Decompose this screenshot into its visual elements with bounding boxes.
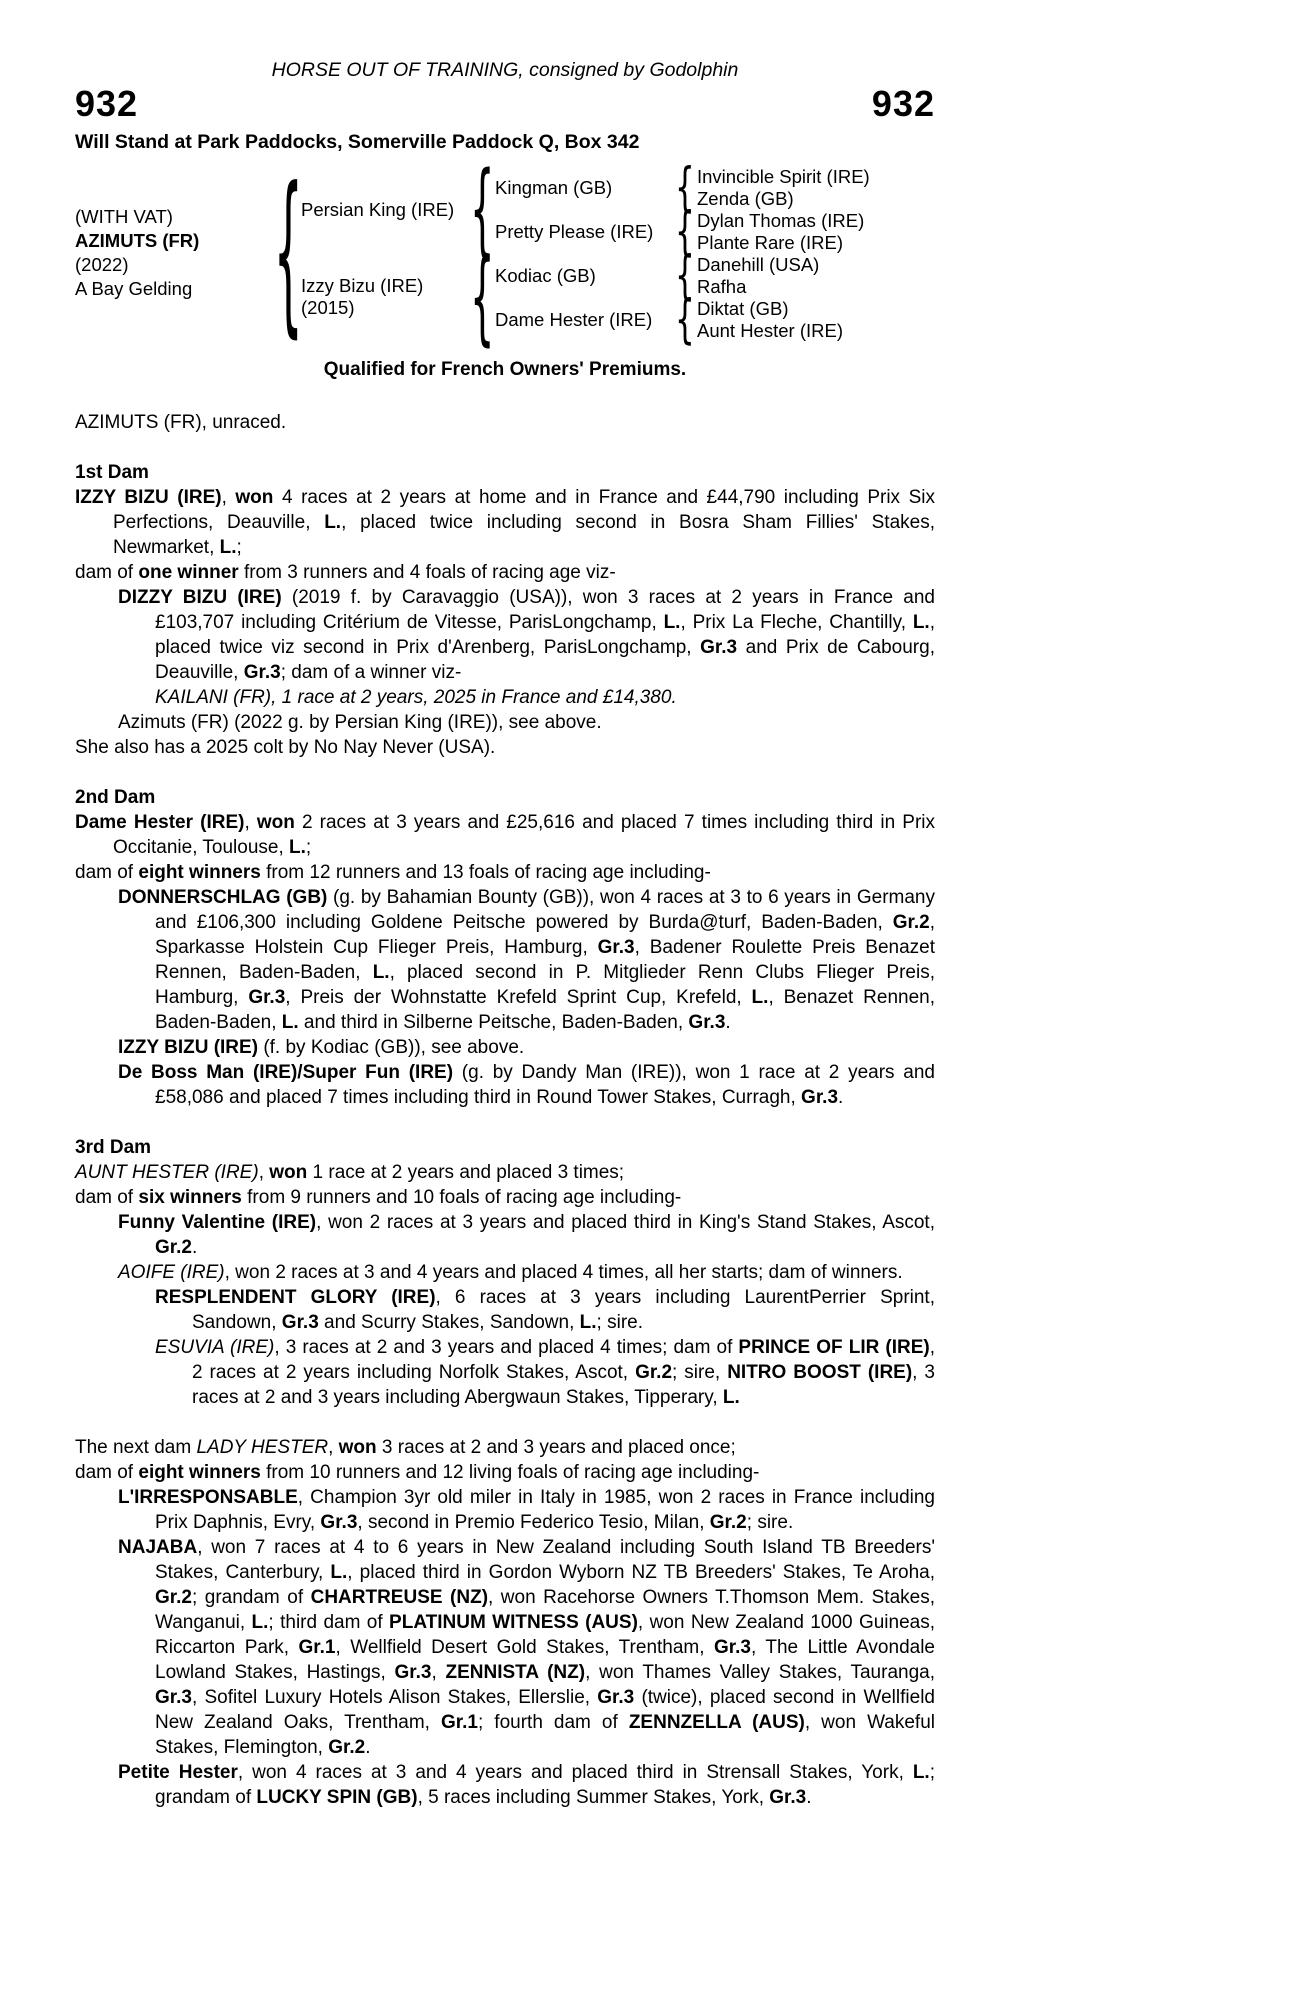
pedigree-brace-dam [469,237,495,357]
text-segment: eight winners [138,862,261,883]
pedigree-brace-main [273,150,303,354]
text-segment: ZENNISTA (NZ) [445,1662,586,1683]
catalog-paragraph [75,885,935,1035]
text-segment: from 10 runners and 12 living foals of racing age including- [260,1462,760,1483]
text-segment: , 5 races including Summer Stakes, York, [417,1787,770,1808]
text-segment: , placed twice including second in Bosra Sham Fillies' Stakes, Newmarket, [113,512,935,558]
text-segment: , placed twice viz second in Prix d'Arenberg, ParisLongchamp, [155,612,935,658]
text-segment: Gr.3 [597,937,635,958]
catalog-paragraph [75,1185,935,1210]
text-segment: AOIFE (IRE) [118,1262,225,1283]
text-segment: ; [236,537,242,558]
text-segment: Petite Hester [118,1762,238,1783]
text-segment: 4 races at 2 years at home and in France and £44,790 including Prix Six Perfections, Deauville, [113,487,935,533]
gen3-dam-dam-dam: Aunt Hester (IRE) [697,319,843,341]
text-segment: . [365,1737,371,1758]
text-segment: one winner [138,562,239,583]
catalog-paragraph [75,1060,935,1110]
dam-sire-name: Kodiac (GB) [495,264,596,286]
text-segment: 2 races at 3 years and £25,616 and placed 7 times including third in Prix Occitanie, Toulouse, [113,812,935,858]
catalog-paragraph [75,810,935,860]
text-segment: Gr.3 [597,1687,635,1708]
text-segment: , Sofitel Luxury Hotels Alison Stakes, Ellerslie, [191,1687,598,1708]
foal-year: (2022) [75,254,129,275]
text-segment: The next dam [75,1437,197,1458]
text-segment: L. [663,612,681,633]
text-segment: Gr.3 [700,637,738,658]
text-segment: (g. by Bahamian Bounty (GB)), won 4 races at 3 to 6 years in Germany and £106,300 including Goldene Peitsche powered by Burda@turf, Baden-Baden, [155,887,935,933]
text-segment: (f. by Kodiac (GB)), see above. [258,1037,525,1058]
gen3-dam-sire-dam: Rafha [697,275,747,297]
text-segment: She also has a 2025 colt by No Nay Never (USA). [75,737,496,758]
text-segment: ; third dam of [268,1612,390,1633]
text-segment: Gr.3 [281,1312,319,1333]
sire-name: Persian King (IRE) [301,198,455,220]
text-segment: , Wellfield Desert Gold Stakes, Trentham, [335,1637,714,1658]
text-segment: NAJABA [118,1537,198,1558]
text-segment: , won 2 races at 3 and 4 years and placed 4 times, all her starts; dam of winners. [224,1262,903,1283]
catalog-paragraph [75,685,935,710]
horse-details [75,165,275,341]
text-segment: Gr.3 [155,1687,192,1708]
text-segment: Gr.2 [635,1362,673,1383]
lot-number-row [75,84,935,124]
section-heading-1st-dam: 1st Dam [75,462,149,483]
brace-glyph: { [675,244,695,306]
text-segment: , Prix La Fleche, Chantilly, [680,612,913,633]
text-segment: L. [219,537,237,558]
text-segment: PRINCE OF LIR (IRE) [738,1337,930,1358]
gen3-dam-dam-sire: Diktat (GB) [697,297,789,319]
text-segment: L. [912,612,930,633]
catalog-paragraph [75,485,935,560]
section-heading-2nd-dam: 2nd Dam [75,787,156,808]
catalog-content [75,58,935,1810]
catalog-paragraph [75,1760,935,1810]
text-segment: Gr.3 [688,1012,726,1033]
text-segment: L. [281,1012,299,1033]
section-paragraphs-2nd-dam [75,810,935,1110]
stand-location-line: Will Stand at Park Paddocks, Somerville Paddock Q, Box 342 [75,131,640,153]
text-segment: L. [912,1762,930,1783]
text-segment: dam of [75,562,139,583]
text-segment: LADY HESTER [196,1437,329,1458]
text-segment: Dame Hester (IRE) [75,812,245,833]
text-segment: Gr.3 [394,1662,432,1683]
text-segment: dam of [75,862,139,883]
text-segment: Gr.3 [243,662,281,683]
text-segment: , 2 races at 2 years including Norfolk Stakes, Ascot, [192,1337,935,1383]
text-segment: Gr.3 [320,1512,358,1533]
vat-note: (WITH VAT) [75,206,173,227]
catalog-paragraph [75,560,935,585]
sire-dam-name: Pretty Please (IRE) [495,220,654,242]
text-segment: from 3 runners and 4 foals of racing age viz- [238,562,616,583]
lot-number-left: 932 [75,83,139,124]
text-segment: from 9 runners and 10 foals of racing age including- [241,1187,682,1208]
text-segment: dam of [75,1462,139,1483]
text-segment: Gr.2 [155,1237,192,1258]
race-record-line: AZIMUTS (FR), unraced. [75,412,287,433]
text-segment: . [725,1012,731,1033]
text-segment: , second in Premio Federico Tesio, Milan, [357,1512,710,1533]
text-segment: Gr.3 [801,1087,839,1108]
text-segment: , placed third in Gordon Wyborn NZ TB Breeders' Stakes, Te Aroha, [347,1562,935,1583]
text-segment: . [806,1787,812,1808]
premium-qualification-line: Qualified for French Owners' Premiums. [323,359,687,380]
section-1st-dam [75,460,935,760]
text-segment: L. [324,512,342,533]
text-segment: ZENNZELLA (AUS) [628,1712,805,1733]
brace-glyph: { [469,237,495,357]
text-segment: L. [289,837,306,858]
text-segment: (2019 f. by Caravaggio (USA)), won 3 races at 2 years in France and £103,707 including Critérium de Vitesse, ParisLongchamp, [155,587,936,633]
catalog-paragraph [75,735,935,760]
section-paragraphs-3rd-dam [75,1160,935,1410]
catalog-paragraph [75,1535,935,1760]
text-segment: L. [251,1612,269,1633]
text-segment: DONNERSCHLAG (GB) [118,887,328,908]
text-segment: De Boss Man (IRE)/Super Fun (IRE) [118,1062,454,1083]
text-segment: 1 race at 2 years and placed 3 times; [307,1162,625,1183]
catalog-paragraph [75,860,935,885]
text-segment: Gr.1 [298,1637,336,1658]
text-segment: (g. by Dandy Man (IRE)), won 1 race at 2 years and £58,086 and placed 7 times including third in Round Tower Stakes, Curragh, [155,1062,935,1108]
catalog-paragraph [75,1435,935,1460]
text-segment: , [431,1662,446,1683]
text-segment: from 12 runners and 13 foals of racing age including- [260,862,711,883]
section-2nd-dam [75,785,935,1110]
text-segment: , [328,1437,339,1458]
text-segment: ; sire, [672,1362,728,1383]
text-segment: Gr.3 [769,1787,807,1808]
text-segment: Gr.1 [441,1712,478,1733]
text-segment: , Badener Roulette Preis Benazet Rennen, Baden-Baden, [155,937,935,983]
text-segment: dam of [75,1187,139,1208]
text-segment: ; fourth dam of [477,1712,629,1733]
pedigree-table [75,149,935,357]
text-segment: LUCKY SPIN (GB) [256,1787,418,1808]
catalog-paragraph [75,585,935,685]
brace-glyph: { [675,156,695,218]
text-segment: Azimuts (FR) (2022 g. by Persian King (IRE)), see above. [118,712,602,733]
text-segment: L. [751,987,769,1008]
dam-name: Izzy Bizu (IRE) [301,275,424,296]
text-segment: , Preis der Wohnstatte Krefeld Sprint Cup, Krefeld, [285,987,752,1008]
dam-year: (2015) [301,297,355,318]
text-segment: , The Little Avondale Lowland Stakes, Hastings, [155,1637,935,1683]
text-segment: ; [305,837,312,858]
text-segment: IZZY BIZU (IRE) [118,1037,259,1058]
consignment-line: HORSE OUT OF TRAINING, consigned by Godolphin [271,59,739,81]
text-segment: won [235,487,274,508]
gen3-dam-sire-sire: Danehill (USA) [697,253,820,275]
text-segment: , Champion 3yr old miler in Italy in 1985, won 2 races in France including Prix Daphnis, Evry, [155,1487,935,1533]
text-segment: , 3 races at 2 and 3 years and placed 4 times; dam of [274,1337,739,1358]
text-segment: Gr.2 [709,1512,747,1533]
text-segment: 3 races at 2 and 3 years and placed once; [376,1437,736,1458]
gen3-sire-dam-sire: Dylan Thomas (IRE) [697,209,865,231]
brace-glyph: { [675,200,695,262]
text-segment: KAILANI (FR), 1 race at 2 years, 2025 in France and £14,380. [155,687,677,708]
brace-glyph: { [675,288,695,350]
text-segment: eight winners [138,1462,261,1483]
dam-name-block [301,253,469,341]
text-segment: and third in Silberne Peitsche, Baden-Baden, [298,1012,689,1033]
text-segment: , 6 races at 3 years including LaurentPerrier Sprint, Sandown, [192,1287,935,1333]
text-segment: won [269,1162,308,1183]
text-segment: , won New Zealand 1000 Guineas, Riccarton Park, [155,1612,935,1658]
text-segment: , [221,487,236,508]
text-segment: Gr.2 [892,912,930,933]
section-3rd-dam [75,1135,935,1410]
text-segment: ; sire. [746,1512,794,1533]
text-segment: , won Thames Valley Stakes, Tauranga, [585,1662,935,1683]
catalog-paragraph [75,1285,935,1335]
text-segment: IZZY BIZU (IRE) [75,487,222,508]
text-segment: Gr.2 [328,1737,366,1758]
text-segment: Funny Valentine (IRE) [118,1212,317,1233]
text-segment: , 3 races at 2 and 3 years including Abergwaun Stakes, Tipperary, [192,1362,936,1408]
section-paragraphs-next-dam [75,1435,935,1810]
text-segment: PLATINUM WITNESS (AUS) [389,1612,638,1633]
text-segment: DIZZY BIZU (IRE) [118,587,282,608]
text-segment: . [191,1237,198,1258]
text-segment: AUNT HESTER (IRE) [75,1162,259,1183]
section-heading-3rd-dam: 3rd Dam [75,1137,152,1158]
text-segment: ; grandam of [155,1762,935,1808]
text-segment: , won 7 races at 4 to 6 years in New Zealand including South Island TB Breeders' Stakes, Canterbury, [155,1537,935,1583]
text-segment: , won 2 races at 3 years and placed third in King's Stand Stakes, Ascot, [316,1212,935,1233]
text-segment: L. [330,1562,348,1583]
gen3-sire-sire-dam: Zenda (GB) [697,187,794,209]
catalog-paragraph [75,1210,935,1260]
text-segment: , Benazet Rennen, Baden-Baden, [155,987,936,1033]
section-paragraphs-1st-dam [75,485,935,760]
text-segment: , won Racehorse Owners T.Thomson Mem. Stakes, Wanganui, [155,1587,935,1633]
catalog-paragraph [75,1160,935,1185]
horse-name: AZIMUTS (FR) [75,230,200,251]
text-segment: (twice), placed second in Wellfield New Zealand Oaks, Trentham, [155,1687,935,1733]
section-next-dam [75,1435,935,1810]
text-segment: L. [722,1387,740,1408]
text-segment: CHARTREUSE (NZ) [310,1587,489,1608]
catalog-paragraph [75,1485,935,1535]
text-segment: Gr.3 [248,987,286,1008]
text-segment: L. [372,962,390,983]
gen3-sire-dam-dam: Plante Rare (IRE) [697,231,843,253]
text-segment: Gr.2 [155,1587,192,1608]
text-segment: . [838,1087,844,1108]
brace-glyph: { [469,149,495,269]
text-segment: L. [579,1312,597,1333]
text-segment: RESPLENDENT GLORY (IRE) [155,1287,436,1308]
text-segment: L'IRRESPONSABLE [118,1487,298,1508]
catalog-paragraph [75,1460,935,1485]
text-segment: NITRO BOOST (IRE) [727,1362,913,1383]
gen3-sire-sire-sire: Invincible Spirit (IRE) [697,165,870,187]
text-segment: won [256,812,295,833]
text-segment: , won Wakeful Stakes, Flemington, [155,1712,935,1758]
text-segment: and Scurry Stakes, Sandown, [318,1312,580,1333]
text-segment: , [244,812,257,833]
text-segment: ESUVIA (IRE) [155,1337,275,1358]
pedigree-brace-dam-dam [673,288,697,350]
catalog-paragraph [75,710,935,735]
text-segment: , [258,1162,270,1183]
text-segment: , placed second in P. Mitglieder Renn Clubs Flieger Preis, Hamburg, [155,962,935,1008]
text-segment: , Sparkasse Holstein Cup Flieger Preis, Hamburg, [155,912,935,958]
catalog-paragraph [75,1335,935,1410]
sire-sire-name: Kingman (GB) [495,176,613,198]
brace-glyph: { [273,150,303,354]
lot-number-right: 932 [871,83,935,124]
text-segment: , won 4 races at 3 and 4 years and placed third in Strensall Stakes, York, [237,1762,913,1783]
text-segment: won [338,1437,377,1458]
text-segment: six winners [138,1187,242,1208]
text-segment: ; grandam of [191,1587,311,1608]
catalog-paragraph [75,1035,935,1060]
text-segment: Gr.3 [713,1637,751,1658]
horse-colour-sex: A Bay Gelding [75,278,193,299]
text-segment: ; dam of a winner viz- [280,662,462,683]
catalog-paragraph [75,1260,935,1285]
dam-dam-name: Dame Hester (IRE) [495,308,653,330]
text-segment: ; sire. [596,1312,643,1333]
text-segment: and Prix de Cabourg, Deauville, [155,637,935,683]
